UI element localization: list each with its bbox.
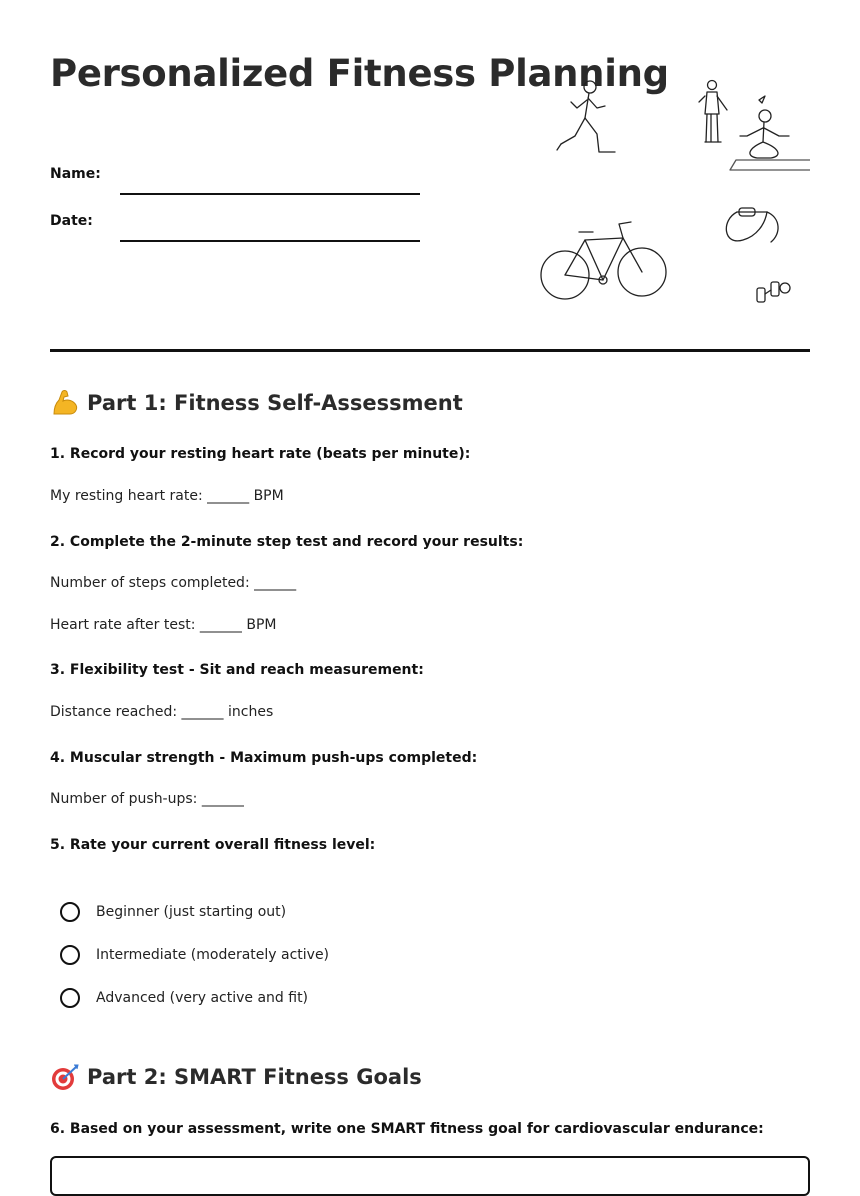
standing-person-icon bbox=[699, 81, 765, 143]
radio-option-intermediate[interactable] bbox=[60, 945, 329, 965]
question-3: 3. Flexibility test - Sit and reach measurement: bbox=[50, 662, 424, 678]
answer-6-box[interactable] bbox=[50, 1156, 810, 1196]
part2-title: Part 2: SMART Fitness Goals bbox=[87, 1065, 422, 1089]
flexed-biceps-icon bbox=[50, 388, 80, 418]
name-field[interactable] bbox=[120, 193, 420, 195]
worksheet-header bbox=[50, 0, 810, 352]
answer-4: Number of push-ups: ______ bbox=[50, 791, 244, 807]
question-6: 6. Based on your assessment, write one SMART fitness goal for cardiovascular endurance: bbox=[50, 1121, 764, 1137]
page-title: Personalized Fitness Planning bbox=[50, 52, 669, 95]
radio-option-advanced[interactable] bbox=[60, 988, 308, 1008]
answer-2a: Number of steps completed: ______ bbox=[50, 575, 297, 591]
bicycle-icon bbox=[541, 222, 666, 299]
part1-heading bbox=[50, 388, 463, 418]
part1-title: Part 1: Fitness Self-Assessment bbox=[87, 391, 463, 415]
question-4: 4. Muscular strength - Maximum push-ups completed: bbox=[50, 750, 478, 766]
question-5: 5. Rate your current overall fitness level: bbox=[50, 837, 376, 853]
radio-button[interactable] bbox=[60, 988, 80, 1008]
yoga-meditation-icon bbox=[730, 110, 810, 170]
dumbbell-icon bbox=[757, 282, 790, 302]
answer-2b: Heart rate after test: ______ BPM bbox=[50, 617, 277, 633]
jump-rope-icon bbox=[726, 208, 778, 242]
question-1: 1. Record your resting heart rate (beats per minute): bbox=[50, 446, 471, 462]
radio-button[interactable] bbox=[60, 945, 80, 965]
radio-button[interactable] bbox=[60, 902, 80, 922]
direct-hit-target-icon bbox=[50, 1062, 80, 1092]
header-divider bbox=[50, 349, 810, 352]
radio-label: Intermediate (moderately active) bbox=[96, 947, 330, 963]
date-label: Date: bbox=[50, 213, 93, 229]
name-label: Name: bbox=[50, 166, 101, 182]
radio-option-beginner[interactable] bbox=[60, 902, 286, 922]
date-field-row bbox=[50, 213, 420, 229]
date-field[interactable] bbox=[120, 240, 420, 242]
question-2: 2. Complete the 2-minute step test and record your results: bbox=[50, 534, 524, 550]
answer-1: My resting heart rate: ______ BPM bbox=[50, 488, 284, 504]
radio-label: Advanced (very active and fit) bbox=[96, 990, 309, 1006]
name-field-row bbox=[50, 166, 420, 182]
part2-heading bbox=[50, 1062, 422, 1092]
answer-3: Distance reached: ______ inches bbox=[50, 704, 274, 720]
runner-icon bbox=[557, 81, 615, 152]
fitness-illustration bbox=[535, 70, 810, 310]
worksheet-page bbox=[50, 0, 810, 1137]
radio-label: Beginner (just starting out) bbox=[96, 904, 287, 920]
